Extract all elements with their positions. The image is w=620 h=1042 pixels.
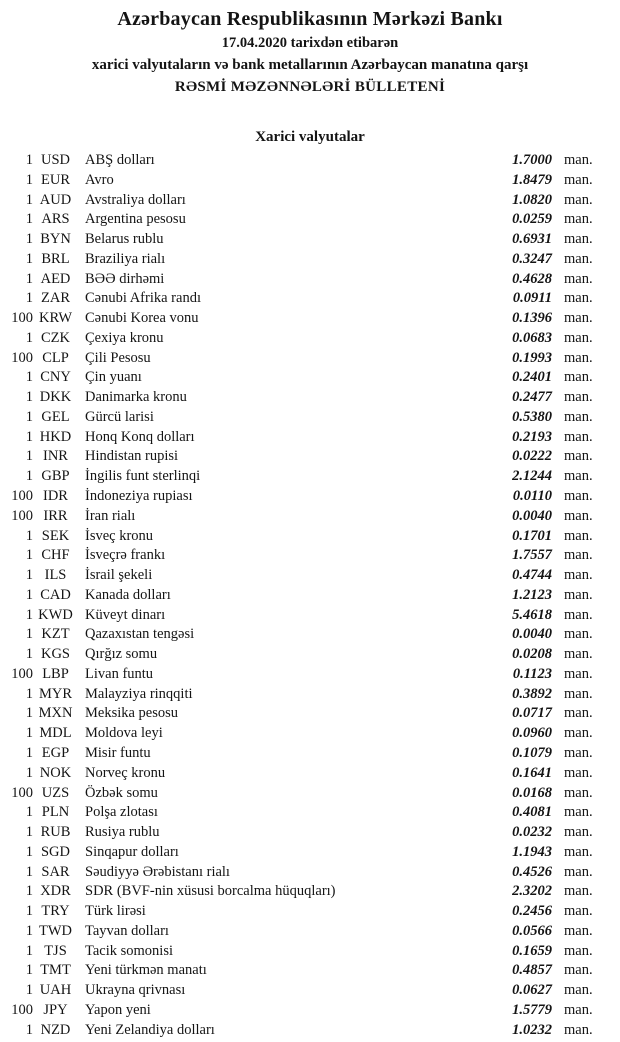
rate-quantity: 1 [25, 329, 33, 346]
rate-quantity: 1 [25, 725, 33, 742]
rate-value: 0.0259 [512, 211, 552, 228]
bulletin-title-line: RƏSMİ MƏZƏNNƏLƏRİ BÜLLETENİ [174, 79, 446, 95]
currency-name: Polşa zlotası [85, 804, 158, 821]
rate-row-irr [0, 507, 620, 527]
currency-name: Çin yuanı [85, 369, 142, 386]
rate-value: 0.1641 [512, 764, 552, 781]
rate-quantity: 1 [25, 586, 33, 603]
unit-label: man. [564, 586, 593, 603]
rate-value: 1.7000 [512, 152, 552, 168]
currency-name: Meksika pesosu [85, 705, 179, 722]
rate-value: 1.0232 [512, 1021, 552, 1038]
currency-code: MYR [38, 685, 73, 702]
rate-quantity: 1 [25, 191, 33, 208]
currency-code: HKD [39, 428, 72, 445]
subject-line: xarici valyutaların və bank metallarının Azərbaycan manatına qarşı [91, 57, 529, 73]
currency-code: XDR [40, 883, 71, 900]
currency-name: İsveç kronu [85, 527, 154, 544]
rate-quantity: 1 [25, 863, 33, 880]
rate-value: 0.2477 [512, 389, 552, 406]
currency-name: Avro [85, 171, 114, 188]
unit-label: man. [564, 488, 593, 505]
rate-row-krw [0, 309, 620, 329]
rate-value: 0.0168 [512, 784, 552, 801]
currency-code: CAD [40, 586, 71, 603]
rate-row-eur [0, 171, 620, 191]
rate-value: 2.1244 [512, 468, 552, 485]
rate-row-inr [0, 447, 620, 467]
unit-label: man. [564, 744, 593, 761]
currency-code: BRL [41, 250, 70, 267]
rate-row-cny [0, 368, 620, 388]
rate-value: 0.4744 [512, 567, 552, 584]
rate-value: 0.0627 [512, 982, 552, 999]
currency-name: Cənubi Afrika randı [85, 290, 201, 307]
rate-row-mxn [0, 704, 620, 724]
currency-code: CNY [40, 369, 71, 386]
rate-value: 0.0208 [512, 646, 552, 663]
rate-quantity: 1 [25, 547, 33, 564]
currency-name: Misir funtu [85, 744, 151, 761]
unit-label: man. [564, 784, 593, 801]
currency-name: Malayziya rinqqiti [85, 685, 193, 702]
unit-label: man. [564, 468, 593, 485]
rate-quantity: 1 [25, 685, 33, 702]
rate-row-xdr [0, 882, 620, 902]
currency-code: NOK [39, 764, 72, 781]
rate-value: 0.0040 [512, 507, 552, 524]
rate-row-czk [0, 329, 620, 349]
unit-label: man. [564, 1001, 593, 1018]
currency-code: ARS [41, 211, 70, 228]
unit-label: man. [564, 310, 593, 327]
rate-quantity: 1 [25, 270, 33, 287]
rate-quantity: 100 [11, 310, 33, 327]
rate-value: 2.3202 [512, 883, 552, 900]
currency-code: SGD [40, 843, 70, 860]
rate-quantity: 1 [25, 883, 33, 900]
currency-name: Yapon yeni [85, 1001, 151, 1018]
unit-label: man. [564, 270, 593, 287]
currency-name: Gürcü larisi [85, 408, 154, 425]
currency-name: Çexiya kronu [85, 329, 164, 346]
rate-quantity: 1 [25, 962, 33, 979]
currency-name: Honq Konq dolları [85, 428, 195, 445]
rate-value: 5.4618 [512, 606, 552, 623]
currency-code: CLP [42, 349, 69, 366]
currency-code: MDL [39, 725, 72, 742]
rate-quantity: 1 [25, 527, 33, 544]
rate-quantity: 1 [25, 942, 33, 959]
currency-name: İran rialı [85, 507, 136, 524]
rate-row-nok [0, 764, 620, 784]
rate-row-egp [0, 744, 620, 764]
rate-value: 0.4628 [512, 270, 552, 287]
bank-title: Azərbaycan Respublikasının Mərkəzi Bankı [117, 8, 503, 30]
currency-name: İsrail şekeli [85, 567, 153, 584]
rate-value: 0.5380 [512, 408, 552, 425]
rate-value: 0.1123 [512, 665, 552, 682]
unit-label: man. [564, 527, 593, 544]
unit-label: man. [564, 329, 593, 346]
rate-quantity: 1 [25, 1021, 33, 1038]
rate-value: 0.3892 [512, 685, 552, 702]
rate-quantity: 1 [25, 705, 33, 722]
rate-value: 1.0820 [512, 191, 552, 208]
unit-label: man. [564, 863, 593, 880]
rate-row-nzd [0, 1021, 620, 1041]
rate-value: 0.4857 [512, 962, 552, 979]
currency-code: INR [43, 448, 68, 465]
rate-quantity: 1 [25, 290, 33, 307]
rate-row-lbp [0, 665, 620, 685]
currency-name: Livan funtu [85, 665, 154, 682]
currency-code: AED [40, 270, 71, 287]
unit-label: man. [564, 408, 593, 425]
currency-code: TWD [38, 922, 72, 939]
rate-quantity: 100 [11, 665, 33, 682]
currency-code: EGP [41, 744, 70, 761]
rate-value: 0.0960 [512, 725, 552, 742]
currency-code: BYN [40, 231, 71, 248]
currency-code: PLN [41, 804, 70, 821]
currency-name: Yeni Zelandiya dolları [85, 1021, 215, 1038]
rate-value: 0.0232 [512, 824, 552, 841]
currency-name: İndoneziya rupiası [85, 488, 193, 505]
currency-code: NZD [40, 1021, 71, 1038]
rate-value: 0.1993 [512, 349, 552, 366]
rate-row-brl [0, 250, 620, 270]
rate-quantity: 1 [25, 903, 33, 920]
rate-value: 0.0911 [512, 290, 552, 307]
rate-row-clp [0, 349, 620, 369]
currency-name: Kanada dolları [85, 586, 171, 603]
rate-quantity: 1 [25, 744, 33, 761]
rate-value: 0.2401 [512, 369, 552, 386]
unit-label: man. [564, 211, 593, 228]
rate-value: 0.4081 [512, 804, 552, 821]
currency-name: ABŞ dolları [85, 152, 155, 168]
unit-label: man. [564, 567, 593, 584]
rate-value: 1.5779 [512, 1001, 552, 1018]
rate-value: 1.8479 [512, 171, 552, 188]
unit-label: man. [564, 685, 593, 702]
currency-name: Türk lirəsi [85, 903, 146, 920]
currency-name: Avstraliya dolları [85, 191, 186, 208]
unit-label: man. [564, 290, 593, 307]
currency-code: TMT [40, 962, 71, 979]
rate-value: 0.0717 [512, 705, 552, 722]
unit-label: man. [564, 764, 593, 781]
rate-quantity: 1 [25, 626, 33, 643]
rate-value: 0.1659 [512, 942, 552, 959]
rate-quantity: 1 [25, 843, 33, 860]
currency-code: KWD [38, 606, 73, 623]
currency-code: CZK [41, 329, 70, 346]
unit-label: man. [564, 547, 593, 564]
rate-row-dkk [0, 388, 620, 408]
unit-label: man. [564, 369, 593, 386]
currency-name: Sinqapur dolları [85, 843, 179, 860]
currency-name: Tacik somonisi [85, 942, 173, 959]
currency-code: KGS [40, 646, 70, 663]
rate-row-usd [0, 151, 620, 171]
unit-label: man. [564, 1021, 593, 1038]
rate-row-aed [0, 270, 620, 290]
effective-date-line: 17.04.2020 tarixdən etibarən [221, 35, 399, 51]
rate-quantity: 1 [25, 231, 33, 248]
currency-code: IDR [43, 488, 68, 505]
currency-code: GBP [41, 468, 70, 485]
rate-quantity: 1 [25, 250, 33, 267]
rate-row-ars [0, 210, 620, 230]
rate-row-kwd [0, 606, 620, 626]
currency-name: Norveç kronu [85, 764, 166, 781]
currency-name: Danimarka kronu [85, 389, 187, 406]
rate-row-idr [0, 487, 620, 507]
rate-value: 0.1079 [512, 744, 552, 761]
currency-code: JPY [43, 1001, 68, 1018]
rate-row-try [0, 902, 620, 922]
currency-name: Hindistan rupisi [85, 448, 179, 465]
rate-value: 0.3247 [512, 250, 552, 267]
currency-name: BƏƏ dirhəmi [85, 270, 165, 287]
rate-value: 1.7557 [512, 547, 552, 564]
rate-value: 0.0683 [512, 329, 552, 346]
unit-label: man. [564, 982, 593, 999]
rate-quantity: 1 [25, 982, 33, 999]
currency-code: AUD [39, 191, 72, 208]
currency-code: DKK [39, 389, 72, 406]
rate-quantity: 1 [25, 606, 33, 623]
rate-value: 0.0040 [512, 626, 552, 643]
currency-code: KRW [38, 310, 73, 327]
currency-code: TRY [41, 903, 70, 920]
unit-label: man. [564, 171, 593, 188]
unit-label: man. [564, 626, 593, 643]
rate-value: 0.0222 [512, 448, 552, 465]
currency-name: Qazaxıstan tengəsi [85, 626, 195, 643]
currency-name: Argentina pesosu [85, 211, 186, 228]
currency-name: Belarus rublu [85, 231, 164, 248]
unit-label: man. [564, 191, 593, 208]
currency-code: SEK [41, 527, 70, 544]
rate-row-kgs [0, 645, 620, 665]
unit-label: man. [564, 942, 593, 959]
rate-value: 0.6931 [512, 231, 552, 248]
currency-name: Moldova leyi [85, 725, 163, 742]
rate-row-tmt [0, 961, 620, 981]
currency-name: İsveçrə frankı [85, 547, 166, 564]
rate-row-gbp [0, 467, 620, 487]
rate-row-gel [0, 408, 620, 428]
rate-quantity: 1 [25, 369, 33, 386]
currency-code: USD [40, 152, 70, 168]
rate-quantity: 1 [25, 428, 33, 445]
unit-label: man. [564, 606, 593, 623]
currency-name: SDR (BVF-nin xüsusi borcalma hüquqları) [85, 883, 336, 900]
rate-row-byn [0, 230, 620, 250]
rate-row-sek [0, 527, 620, 547]
rate-quantity: 1 [25, 152, 33, 168]
unit-label: man. [564, 349, 593, 366]
rate-quantity: 1 [25, 211, 33, 228]
rate-row-chf [0, 546, 620, 566]
currency-code: UAH [39, 982, 72, 999]
rate-row-uzs [0, 784, 620, 804]
currency-code: EUR [41, 171, 70, 188]
rate-value: 0.1396 [512, 310, 552, 327]
currency-code: ILS [44, 567, 67, 584]
currency-code: IRR [43, 507, 68, 524]
rates-table [0, 151, 620, 1040]
unit-label: man. [564, 705, 593, 722]
rate-quantity: 1 [25, 171, 33, 188]
unit-label: man. [564, 428, 593, 445]
section-title: Xarici valyutalar [255, 129, 365, 145]
rate-quantity: 1 [25, 448, 33, 465]
currency-code: TJS [44, 942, 67, 959]
currency-code: RUB [40, 824, 71, 841]
rate-row-sar [0, 863, 620, 883]
currency-name: Braziliya rialı [85, 250, 166, 267]
rate-quantity: 1 [25, 804, 33, 821]
rate-quantity: 100 [11, 1001, 33, 1018]
rate-quantity: 1 [25, 468, 33, 485]
unit-label: man. [564, 804, 593, 821]
rate-row-aud [0, 191, 620, 211]
rate-value: 1.1943 [512, 843, 552, 860]
rate-quantity: 100 [11, 784, 33, 801]
currency-code: GEL [41, 408, 70, 425]
currency-name: Tayvan dolları [85, 922, 169, 939]
unit-label: man. [564, 250, 593, 267]
currency-code: MXN [38, 705, 73, 722]
rate-value: 0.0110 [512, 488, 552, 505]
unit-label: man. [564, 903, 593, 920]
rate-value: 1.2123 [512, 586, 552, 603]
rate-row-uah [0, 981, 620, 1001]
rate-row-zar [0, 289, 620, 309]
rate-quantity: 1 [25, 646, 33, 663]
rate-quantity: 1 [25, 389, 33, 406]
rate-value: 0.2193 [512, 428, 552, 445]
currency-code: LBP [42, 665, 69, 682]
currency-name: İngilis funt sterlinqi [85, 468, 201, 485]
unit-label: man. [564, 962, 593, 979]
rate-row-tjs [0, 942, 620, 962]
unit-label: man. [564, 843, 593, 860]
rate-value: 0.1701 [512, 527, 552, 544]
unit-label: man. [564, 389, 593, 406]
rate-row-jpy [0, 1001, 620, 1021]
currency-name: Yeni türkmən manatı [85, 962, 207, 979]
currency-name: Rusiya rublu [85, 824, 160, 841]
rate-quantity: 100 [11, 507, 33, 524]
rate-value: 0.2456 [512, 903, 552, 920]
currency-name: Özbək somu [85, 784, 158, 801]
unit-label: man. [564, 646, 593, 663]
unit-label: man. [564, 725, 593, 742]
unit-label: man. [564, 883, 593, 900]
rate-quantity: 1 [25, 567, 33, 584]
rate-row-twd [0, 922, 620, 942]
rate-quantity: 1 [25, 824, 33, 841]
currency-name: Ukrayna qrivnası [85, 982, 186, 999]
currency-code: ZAR [41, 290, 70, 307]
rate-quantity: 1 [25, 764, 33, 781]
unit-label: man. [564, 507, 593, 524]
currency-name: Küveyt dinarı [85, 606, 166, 623]
rate-quantity: 1 [25, 408, 33, 425]
unit-label: man. [564, 824, 593, 841]
rate-row-myr [0, 685, 620, 705]
currency-code: CHF [41, 547, 70, 564]
rate-value: 0.4526 [512, 863, 552, 880]
unit-label: man. [564, 152, 593, 168]
currency-name: Cənubi Korea vonu [85, 310, 199, 327]
currency-name: Səudiyyə Ərəbistanı rialı [85, 863, 230, 880]
currency-name: Qırğız somu [85, 646, 158, 663]
rate-quantity: 1 [25, 922, 33, 939]
unit-label: man. [564, 922, 593, 939]
rate-row-kzt [0, 625, 620, 645]
rate-quantity: 100 [11, 349, 33, 366]
unit-label: man. [564, 665, 593, 682]
rate-row-hkd [0, 428, 620, 448]
rate-row-sgd [0, 843, 620, 863]
unit-label: man. [564, 231, 593, 248]
rate-row-rub [0, 823, 620, 843]
currency-code: KZT [41, 626, 70, 643]
unit-label: man. [564, 448, 593, 465]
rate-quantity: 100 [11, 488, 33, 505]
currency-code: UZS [41, 784, 70, 801]
rate-value: 0.0566 [512, 922, 552, 939]
rate-row-ils [0, 566, 620, 586]
currency-name: Çili Pesosu [85, 349, 151, 366]
rate-row-mdl [0, 724, 620, 744]
rate-row-pln [0, 803, 620, 823]
rate-row-cad [0, 586, 620, 606]
currency-code: SAR [41, 863, 70, 880]
